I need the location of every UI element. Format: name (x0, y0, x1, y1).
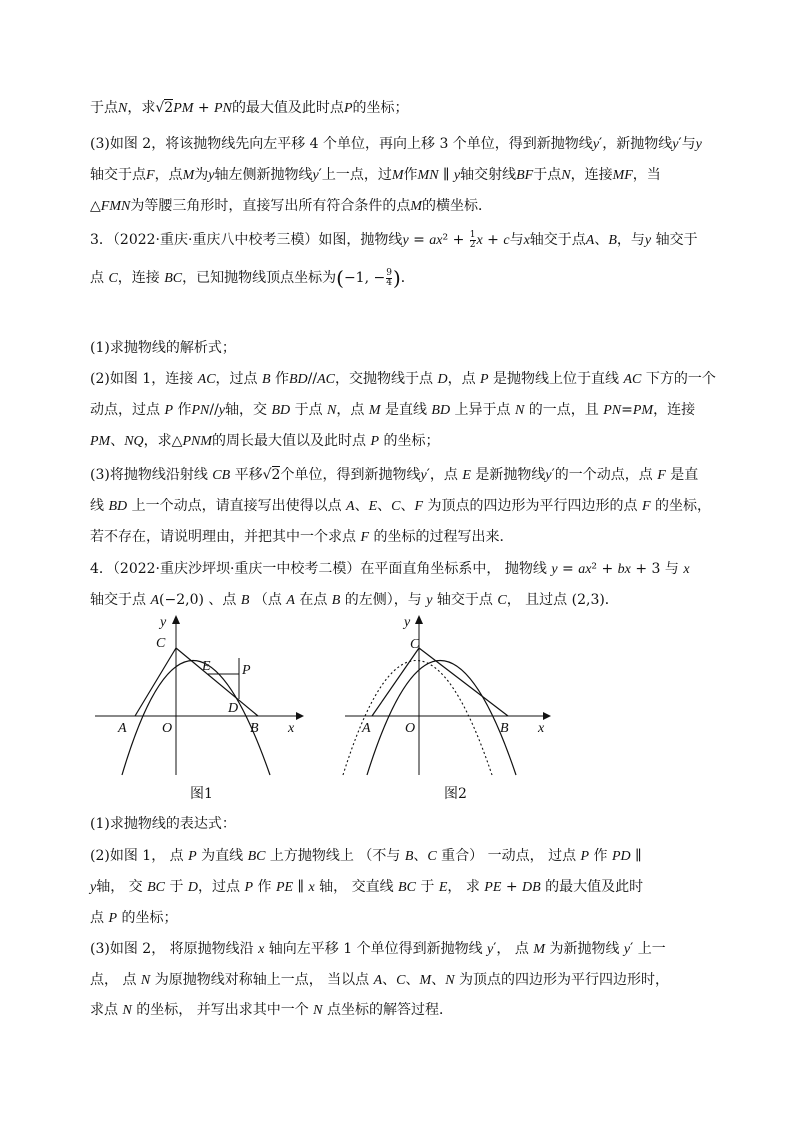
text-line-1: 于点N，求√2PM + PN的最大值及此时点P的坐标； (90, 100, 409, 116)
text-line-17: (2)如图 1， 点 P 为直线 BC 上方抛物线上 （不与 B、C 重合） 一动点， 过点 P 作 PD ∥ (90, 848, 642, 864)
label-x: x (288, 721, 295, 736)
label-d: D (228, 701, 239, 716)
label-o: O (162, 721, 173, 736)
figure-1-caption: 图1 (190, 786, 213, 802)
label-c: C (156, 636, 166, 651)
label-x: x (538, 721, 545, 736)
label-a: A (362, 721, 371, 736)
label-y: y (160, 615, 167, 630)
figure-1 (90, 610, 310, 810)
label-o: O (405, 721, 416, 736)
text-line-11: (3)将抛物线沿射线 CB 平移√2个单位，得到新抛物线y′，点 E 是新抛物线y′的一个动点，点 F 是直 (90, 467, 699, 483)
text-line-19: 点 P 的坐标； (90, 910, 178, 926)
text-line-2: (3)如图 2，将该抛物线先向左平移 4 个单位，再向上移 3 个单位，得到新抛物线y′，新抛物线y′与y (90, 136, 702, 152)
label-b: B (500, 721, 509, 736)
text-line-21: 点， 点 N 为原抛物线对称轴上一点， 当以点 A、C、M、N 为顶点的四边形为平行四边形时， (90, 972, 669, 988)
text-line-7: (1)求抛物线的解析式； (90, 340, 236, 356)
label-b: B (250, 721, 259, 736)
line-ac (135, 648, 176, 716)
text-line-3: 轴交于点F，点M为y轴左侧新抛物线y′上一点，过M作MN ∥ y轴交射线BF于点N，连接MF，当 (90, 167, 661, 183)
label-a: A (118, 721, 127, 736)
line-ac (372, 648, 419, 716)
text-line-15: 轴交于点 A(−2,0) 、点 B （点 A 在点 B 的左侧），与 y 轴交于点 C， 且过点 (2,3)． (90, 592, 619, 608)
text-line-12: 线 BD 上一个动点，请直接写出使得以点 A、E、C、F 为顶点的四边形为平行四边形的点 F 的坐标， (90, 498, 711, 514)
text-line-22: 求点 N 的坐标， 并写出求其中一个 N 点坐标的解答过程． (90, 1002, 453, 1018)
text-line-4: △FMN为等腰三角形时，直接写出所有符合条件的点M的横坐标． (90, 198, 493, 214)
text-line-10: PM、NQ，求△PNM的周长最大值以及此时点 P 的坐标； (90, 433, 440, 449)
text-line-20: (3)如图 2， 将原抛物线沿 x 轴向左平移 1 个单位得到新抛物线 y′， 点 M 为新抛物线 y′ 上一 (90, 941, 666, 957)
text-line-5: 3．（2022·重庆·重庆八中校考三模）如图，抛物线y = ax² + $\frac{1}{2}$ x + c与x轴交于点A、B，与y 轴交于 (90, 229, 698, 250)
label-e: E (202, 659, 211, 674)
text-line-6: 点 C，连接 BC，已知抛物线顶点坐标为(−1, − $\frac{9}{4}$ )． (90, 266, 415, 290)
figure-2-caption: 图2 (444, 786, 467, 802)
text-line-18: y轴， 交 BC 于 D，过点 P 作 PE ∥ x 轴， 交直线 BC 于 E， 求 PE + DB 的最大值及此时 (90, 879, 644, 895)
text-line-14: 4．（2022·重庆沙坪坝·重庆一中校考二模）在平面直角坐标系中， 抛物线 y = ax² + bx + 3 与 x (90, 561, 690, 577)
label-y: y (404, 615, 411, 630)
x-axis-arrow (296, 712, 304, 720)
y-axis-arrow (415, 615, 423, 624)
parabola-original (367, 661, 516, 776)
text-line-13: 若不存在，请说明理由，并把其中一个求点 F 的坐标的过程写出来． (90, 529, 514, 545)
figure-2 (340, 610, 560, 810)
label-p: P (242, 663, 251, 678)
text-line-16: (1)求抛物线的表达式： (90, 816, 236, 832)
line-cb (176, 648, 258, 716)
text-line-8: (2)如图 1，连接 AC，过点 B 作BD//AC，交抛物线于点 D，点 P 是抛物线上位于直线 AC 下方的一个 (90, 371, 716, 387)
text-line-9: 动点，过点 P 作PN//y轴，交 BD 于点 N，点 M 是直线 BD 上异于点 N 的一点，且 PN=PM，连接 (90, 402, 696, 418)
line-cb (419, 648, 508, 716)
x-axis-arrow (543, 712, 551, 720)
label-c: C (410, 637, 420, 652)
y-axis-arrow (172, 615, 180, 624)
